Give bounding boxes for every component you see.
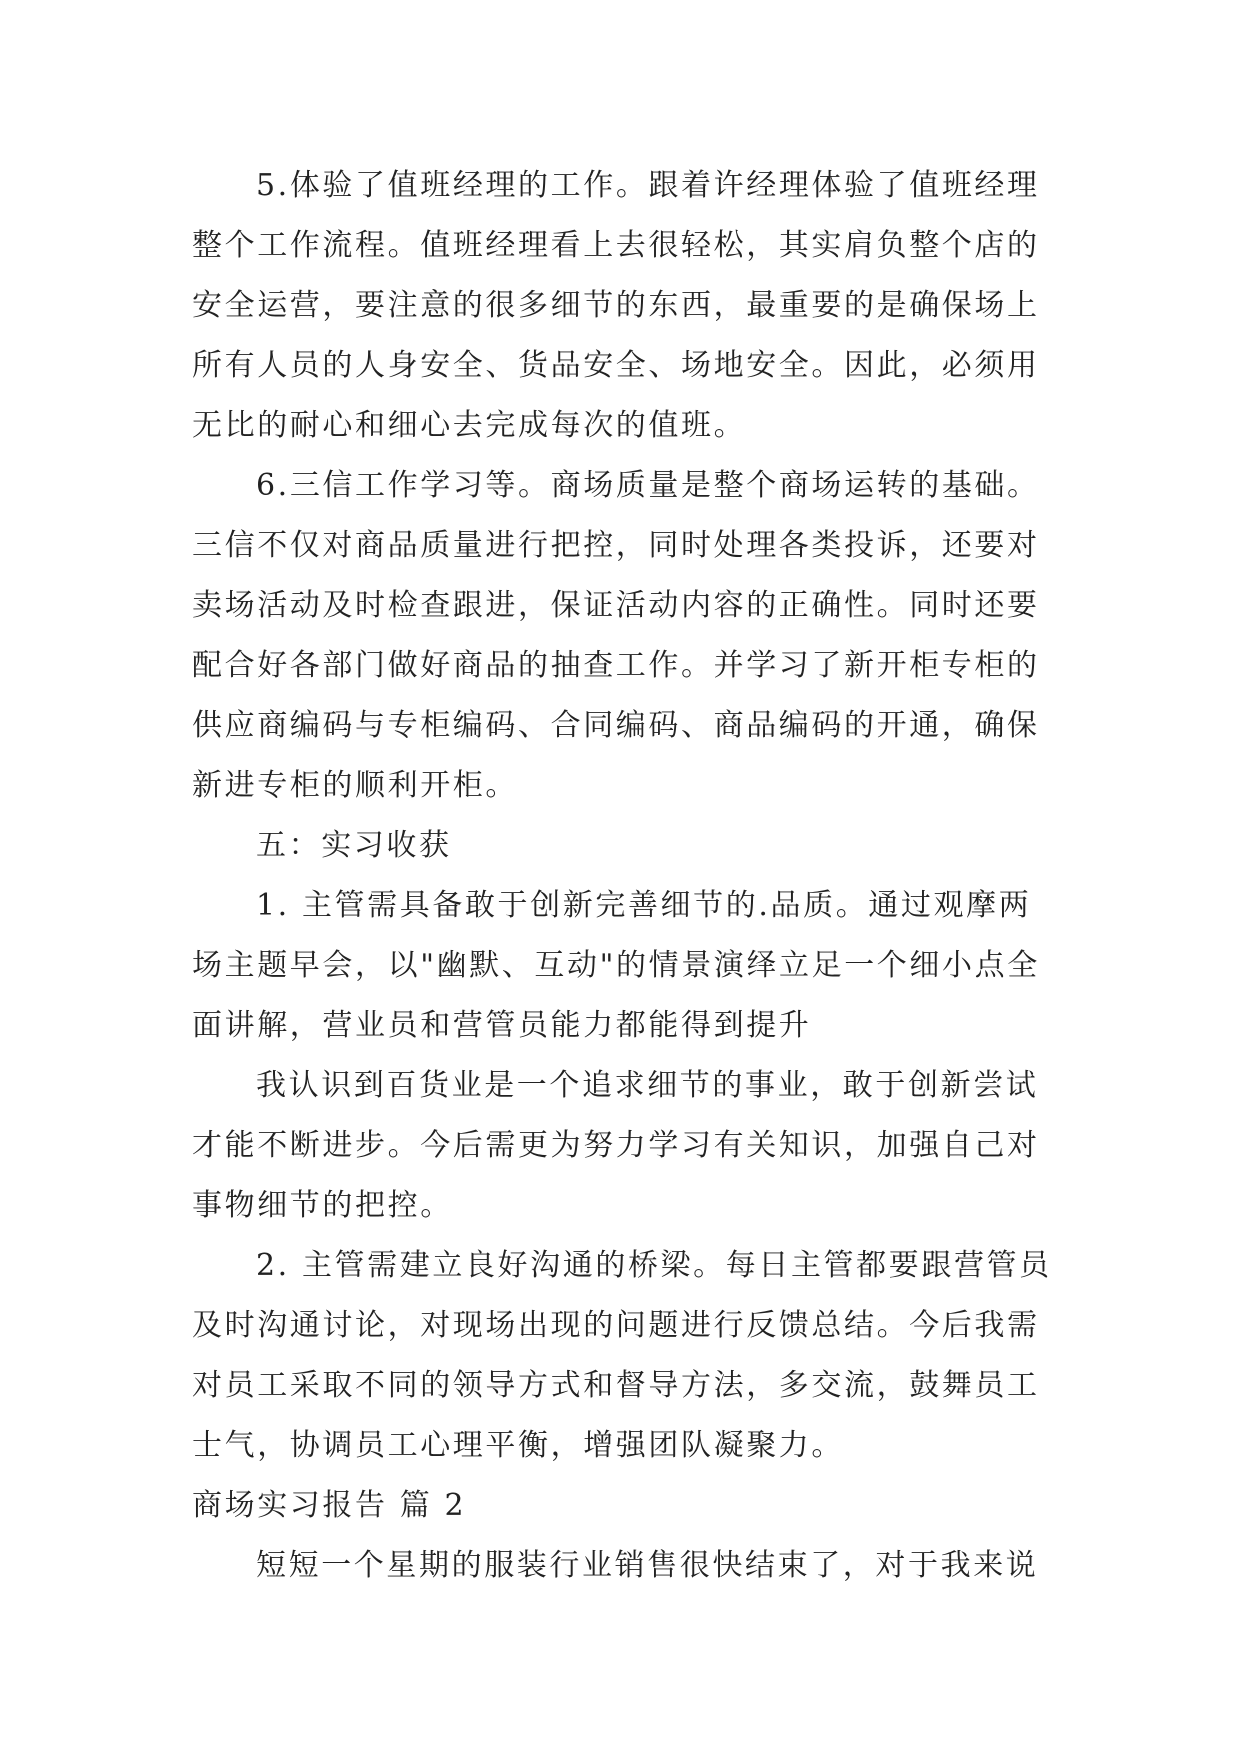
paragraph-5-duty-manager: 5.体验了值班经理的工作。跟着许经理体验了值班经理整个工作流程。值班经理看上去很轻松，其实肩负整个店的安全运营，要注意的很多细节的东西，最重要的是确保场上所有人员的人身安全、货品安全、场地安全。因此，必须用无比的耐心和细心去完成每次的值班。 [192,168,1040,443]
section-heading-internship-gains: 五：实习收获 [256,828,452,863]
report-section-title: 商场实习报告 篇 2 [192,1488,467,1523]
paragraph-gain-2: 2. 主管需建立良好沟通的桥梁。每日主管都要跟营管员及时沟通讨论，对现场出现的问题进行反馈总结。今后我需对员工采取不同的领导方式和督导方法，多交流，鼓舞员工士气，协调员工心理平衡，增强团队凝聚力。 [192,1248,1052,1463]
paragraph-6-sanxin-work: 6.三信工作学习等。商场质量是整个商场运转的基础。三信不仅对商品质量进行把控，同时处理各类投诉，还要对卖场活动及时检查跟进，保证活动内容的正确性。同时还要配合好各部门做好商品的抽查工作。并学习了新开柜专柜的供应商编码与专柜编码、合同编码、商品编码的开通，确保新进专柜的顺利开柜。 [192,468,1040,803]
paragraph-gain-1-reflection: 我认识到百货业是一个追求细节的事业，敢于创新尝试才能不断进步。今后需更为努力学习有关知识，加强自己对事物细节的把控。 [192,1068,1040,1223]
paragraph-report-2-intro: 短短一个星期的服装行业销售很快结束了，对于我来说 [256,1548,1039,1583]
document-body [192,156,1052,1596]
paragraph-gain-1: 1. 主管需具备敢于创新完善细节的.品质。通过观摩两场主题早会，以"幽默、互动"的情景演绎立足一个细小点全面讲解，营业员和营管员能力都能得到提升 [192,888,1040,1043]
